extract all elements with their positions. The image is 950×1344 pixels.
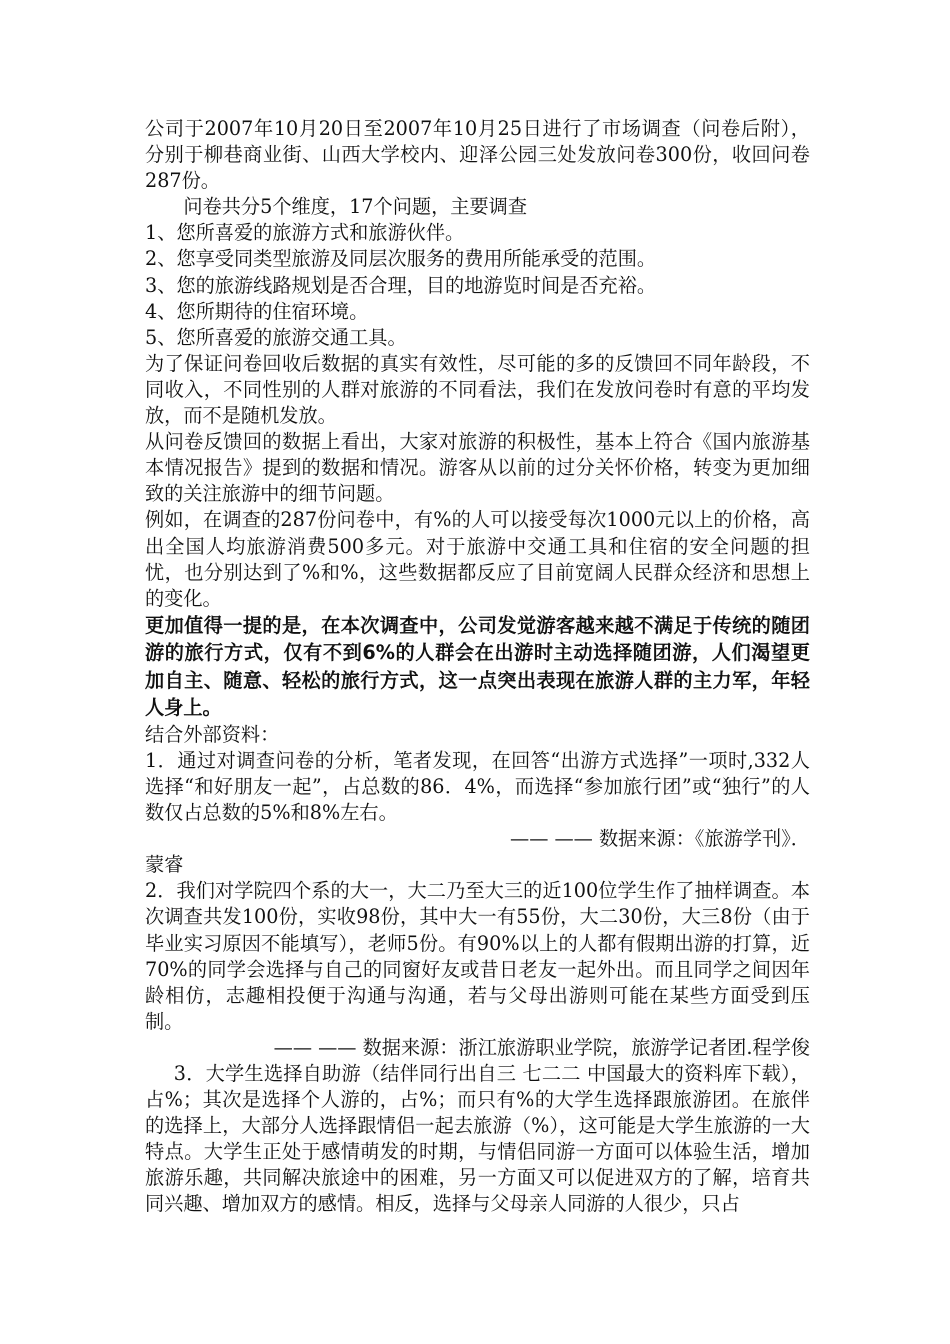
survey-dimensions-paragraph: 问卷共分5个维度，17个问题，主要调查 <box>183 195 528 219</box>
feedback-paragraph: 从问卷反馈回的数据上看出，大家对旅游的积极性，基本上符合《国内旅游基本情况报告》提到的数据和情况。游客从以前的过分关怀价格，转变为更加细致的关注旅游中的细节问题。 <box>145 430 810 506</box>
survey-item-5: 5、您所喜爱的旅游交通工具。 <box>145 325 407 349</box>
survey-item-1: 1、您所喜爱的旅游方式和旅游伙伴。 <box>145 221 465 245</box>
validity-paragraph: 为了保证问卷回收后数据的真实有效性，尽可能的多的反馈回不同年龄段，不同收入，不同性别的人群对旅游的不同看法，我们在发放问卷时有意的平均发放，而不是随机发放。 <box>145 351 810 428</box>
source-1-author: 蒙睿 <box>145 853 184 877</box>
example-paragraph: 例如，在调查的287份问卷中，有%的人可以接受每次1000元以上的价格，高出全国人均旅游消费500多元。对于旅游中交通工具和住宿的安全问题的担忧，也分别达到了%和%，这些数据都反应了目前宽阔人民群众经济和思想上的变化。 <box>145 508 810 610</box>
external-sources-heading: 结合外部资料： <box>145 722 280 746</box>
survey-item-4: 4、您所期待的住宿环境。 <box>145 299 369 323</box>
survey-item-2: 2、您享受同类型旅游及同层次服务的费用所能承受的范围。 <box>145 247 657 271</box>
source-1-citation: —— —— 数据来源：《旅游学刊》． <box>510 827 810 851</box>
survey-item-3: 3、您的旅游线路规划是否合理，目的地游览时间是否充裕。 <box>145 273 657 297</box>
highlight-paragraph: 更加值得一提的是，在本次调查中，公司发觉游客越来越不满足于传统的随团游的旅行方式，仅有不到6%的人群会在出游时主动选择随团游，人们渴望更加自主、随意、轻松的旅行方式，这一点突出表现在旅游人群的主力军，年轻人身上。 <box>145 613 810 720</box>
intro-paragraph: 公司于2007年10月20日至2007年10月25日进行了市场调查（问卷后附），分别于柳巷商业街、山西大学校内、迎泽公园三处发放问卷300份，收回问卷287份。 <box>145 117 810 193</box>
source-3-paragraph: 3．大学生选择自助游（结伴同行出自三 七二二 中国最大的资料库下载），占%；其次是选择个人游的，占%；而只有%的大学生选择跟旅游团。在旅伴的选择上，大部分人选择跟情侣一起去旅游（%），这可能是大学生旅游的一大特点。大学生正处于感情萌发的时期，与情侣同游一方面可以体验生活，增加旅游乐趣，共同解决旅途中的困难，另一方面又可以促进双方的了解，培育共同兴趣、增加双方的感情。相反，选择与父母亲人同游的人很少，只占 <box>145 1062 810 1216</box>
source-1-paragraph: 1．通过对调查问卷的分析，笔者发现，在回答“出游方式选择”一项时,332人选择“和好朋友一起”，占总数的86．4%，而选择“参加旅行团”或“独行”的人数仅占总数的5%和8%左右。 <box>145 748 810 825</box>
document-page <box>145 116 810 1218</box>
source-2-paragraph: 2．我们对学院四个系的大一，大二乃至大三的近100位学生作了抽样调查。本次调查共发100份，实收98份，其中大一有55份，大二30份，大三8份（由于毕业实习原因不能填写），老师5份。有90%以上的人都有假期出游的打算，近70%的同学会选择与自己的同窗好友或昔日老友一起外出。而且同学之间因年龄相仿，志趣相投便于沟通与沟通，若与父母出游则可能在某些方面受到压制。 <box>145 879 810 1033</box>
source-2-citation: —— —— 数据来源：浙江旅游职业学院，旅游学记者团.程学俊 <box>273 1035 810 1059</box>
